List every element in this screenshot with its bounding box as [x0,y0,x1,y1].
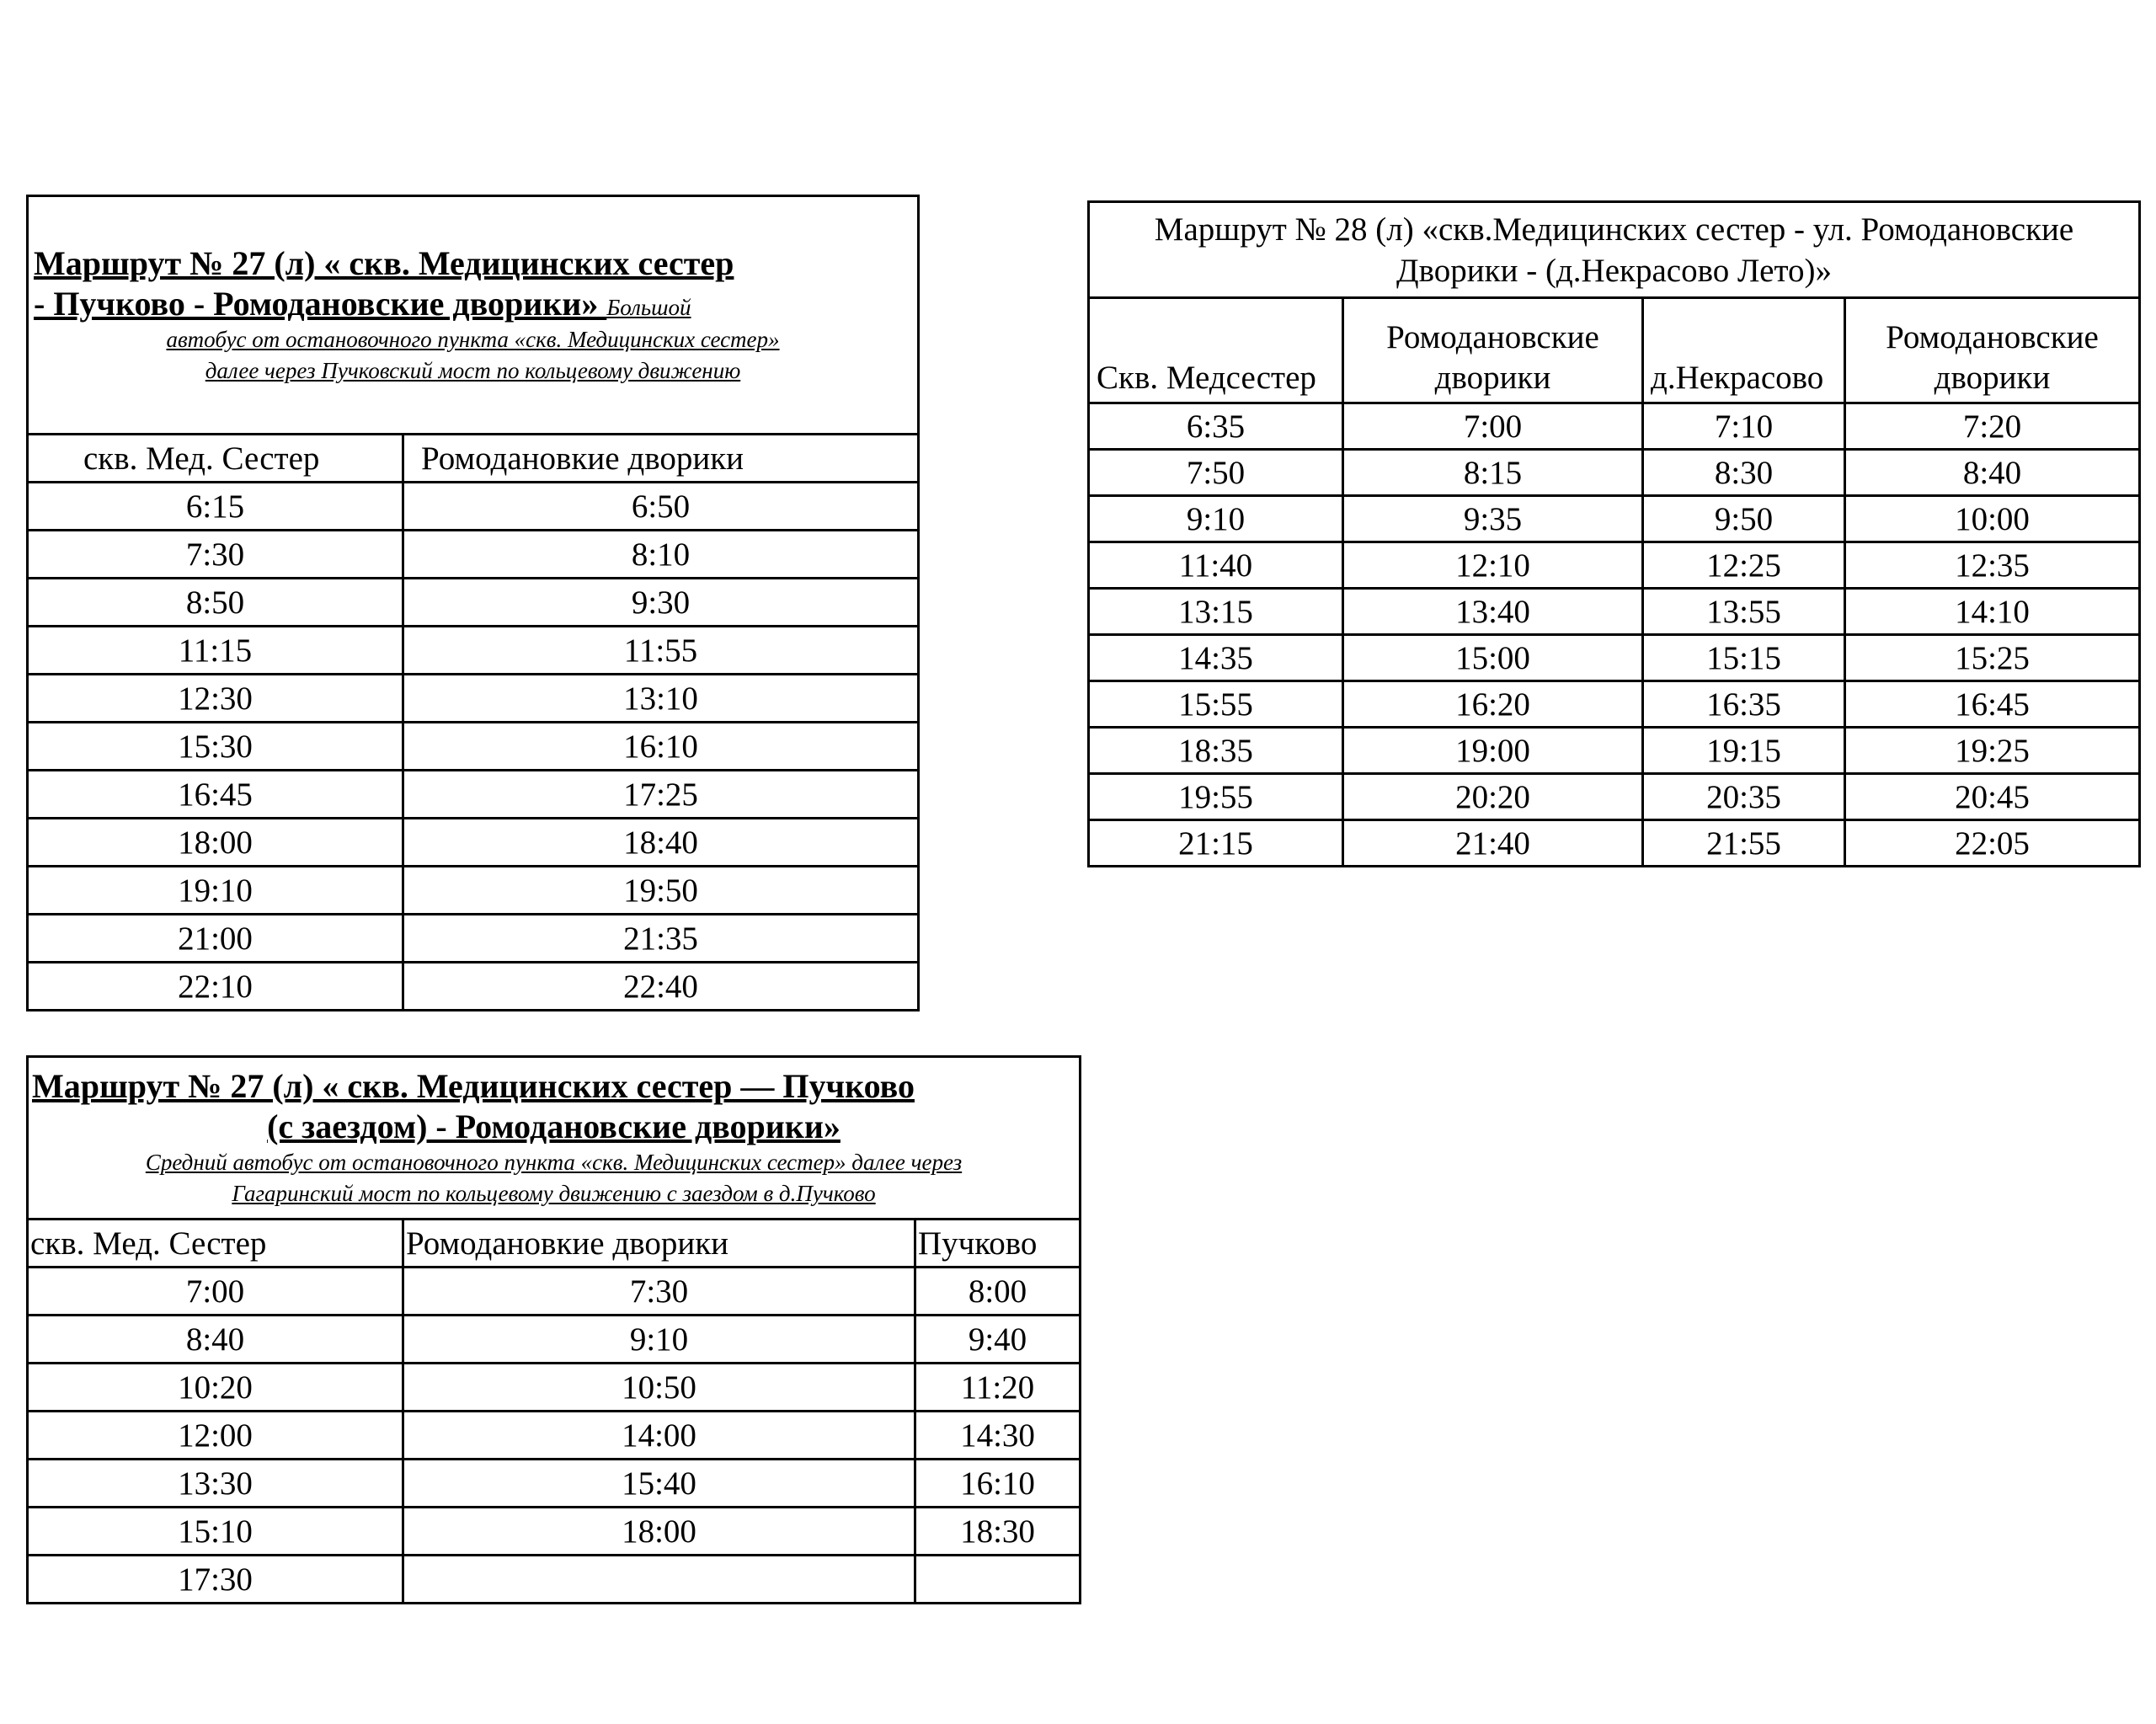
route27b-time-cell: 7:30 [403,1268,915,1316]
route27b-time-cell: 15:10 [28,1508,403,1556]
route27-col-header: Ромодановкие дворики [403,435,919,483]
route27-row [28,483,919,531]
route27b-row [28,1412,1081,1460]
route28-col-header [1089,298,1343,403]
route27-time-cell: 21:00 [28,915,403,963]
route27b-header-row [28,1220,1081,1268]
route27-time-cell: 19:50 [403,867,919,915]
route28-col-header [1845,298,2140,403]
route28-time-cell: 12:35 [1845,542,2140,589]
route27-time-cell: 18:00 [28,819,403,867]
route27-row [28,963,919,1011]
route28-time-cell: 19:25 [1845,728,2140,774]
route28-time-cell: 13:15 [1089,589,1343,635]
route28-row [1089,728,2140,774]
route27-row [28,819,919,867]
route27b-title-row [28,1057,1081,1220]
route27-title [28,196,919,435]
route28-time-cell: 15:25 [1845,635,2140,681]
route28-header-text: дворики [1434,360,1551,396]
route28-time-cell: 16:45 [1845,681,2140,728]
route28-time-cell: 19:15 [1643,728,1845,774]
route27b-time-cell [915,1556,1081,1604]
route28-time-cell: 19:00 [1343,728,1643,774]
route28-time-cell: 7:20 [1845,403,2140,450]
route28-row [1089,774,2140,820]
route28-time-cell: 9:10 [1089,496,1343,542]
route27b-time-cell: 18:30 [915,1508,1081,1556]
route27b-col-header: скв. Мед. Сестер [28,1220,403,1268]
route27-col-header: скв. Мед. Сестер [28,435,403,483]
route27-time-cell: 11:15 [28,627,403,675]
route28-header-text: Ромодановские [1886,319,2099,355]
route27b-col-header: Ромодановкие дворики [403,1220,915,1268]
route27b-body [28,1268,1081,1604]
route27-header-row [28,435,919,483]
route27b-subtitle-line2: Гагаринский мост по кольцевому движению с заездом в д.Пучково [232,1181,876,1206]
route28-row [1089,496,2140,542]
route27-time-cell: 22:40 [403,963,919,1011]
route27-time-cell: 11:55 [403,627,919,675]
route28-time-cell: 7:10 [1643,403,1845,450]
route28-row [1089,820,2140,867]
route28-title-row [1089,202,2140,298]
route27b-time-cell: 16:10 [915,1460,1081,1508]
route28-body [1089,403,2140,867]
route27b-row [28,1268,1081,1316]
route27b-title [28,1057,1081,1220]
route27-time-cell: 21:35 [403,915,919,963]
route27b-time-cell: 14:00 [403,1412,915,1460]
route27-row [28,915,919,963]
route28-time-cell: 14:10 [1845,589,2140,635]
route28-time-cell: 15:15 [1643,635,1845,681]
route27b-title-line1: Маршрут № 27 (л) « скв. Медицинских сестер — Пучково [32,1067,915,1105]
route27b-time-cell: 9:40 [915,1316,1081,1364]
route27b-row [28,1508,1081,1556]
route27-time-cell: 8:10 [403,531,919,579]
route27-time-cell: 6:15 [28,483,403,531]
route27b-time-cell: 11:20 [915,1364,1081,1412]
route28-row [1089,542,2140,589]
route27-time-cell: 16:10 [403,723,919,771]
route27-time-cell: 19:10 [28,867,403,915]
route27b-time-cell: 12:00 [28,1412,403,1460]
route28-time-cell: 16:20 [1343,681,1643,728]
route27-row [28,867,919,915]
route28-time-cell: 10:00 [1845,496,2140,542]
route28-time-cell: 22:05 [1845,820,2140,867]
route28-time-cell: 19:55 [1089,774,1343,820]
route27-title-line2: - Пучково - Ромодановские дворики» [34,285,607,323]
route28-time-cell: 13:55 [1643,589,1845,635]
route27-time-cell: 16:45 [28,771,403,819]
route27-time-cell: 9:30 [403,579,919,627]
route27b-time-cell: 15:40 [403,1460,915,1508]
route28-row [1089,403,2140,450]
route28-time-cell: 21:40 [1343,820,1643,867]
route28-row [1089,589,2140,635]
route28-time-cell: 20:20 [1343,774,1643,820]
route28-time-cell: 14:35 [1089,635,1343,681]
route27b-col-header: Пучково [915,1220,1081,1268]
route28-time-cell: 7:50 [1089,450,1343,496]
route28-header-row [1089,298,2140,403]
route28-header-text: Ромодановские [1386,319,1599,355]
route27-time-cell: 22:10 [28,963,403,1011]
route27b-time-cell: 17:30 [28,1556,403,1604]
route28-time-cell: 11:40 [1089,542,1343,589]
route27-time-cell: 13:10 [403,675,919,723]
route28-time-cell: 21:15 [1089,820,1343,867]
route27-title-row [28,196,919,435]
route28-time-cell: 21:55 [1643,820,1845,867]
route28-time-cell: 7:00 [1343,403,1643,450]
route27-row [28,627,919,675]
route28-row [1089,635,2140,681]
route27-subtitle-inline: Большой [606,295,691,320]
route28-time-cell: 8:15 [1343,450,1643,496]
route28-time-cell: 13:40 [1343,589,1643,635]
route28-time-cell: 8:40 [1845,450,2140,496]
route27-title-line1: Маршрут № 27 (л) « скв. Медицинских сестер [34,244,734,282]
route27-row [28,579,919,627]
route27-time-cell: 7:30 [28,531,403,579]
route27-time-cell: 18:40 [403,819,919,867]
route28-time-cell: 18:35 [1089,728,1343,774]
route28-header-text: дворики [1934,360,2051,396]
route27-row [28,771,919,819]
route27b-timetable [26,1055,1081,1604]
route27-subtitle-line2: автобус от остановочного пункта «скв. Медицинских сестер» [166,327,780,352]
route27-time-cell: 17:25 [403,771,919,819]
route27b-time-cell [403,1556,915,1604]
route27b-row [28,1364,1081,1412]
route27-timetable [26,195,920,1011]
route28-title-line2: Дворики - (д.Некрасово Лето)» [1396,252,1832,289]
route27b-time-cell: 10:50 [403,1364,915,1412]
route28-time-cell: 20:35 [1643,774,1845,820]
route28-time-cell: 8:30 [1643,450,1845,496]
route27-subtitle-line3: далее через Пучковский мост по кольцевому движению [205,358,741,383]
route27b-time-cell: 18:00 [403,1508,915,1556]
route28-time-cell: 9:50 [1643,496,1845,542]
route27b-time-cell: 14:30 [915,1412,1081,1460]
route27b-time-cell: 8:00 [915,1268,1081,1316]
route27-time-cell: 15:30 [28,723,403,771]
route27b-time-cell: 7:00 [28,1268,403,1316]
route28-title-line1: Маршрут № 28 (л) «скв.Медицинских сестер - ул. Ромодановские [1154,211,2074,248]
route28-time-cell: 9:35 [1343,496,1643,542]
route27b-time-cell: 13:30 [28,1460,403,1508]
route28-time-cell: 15:55 [1089,681,1343,728]
route27-row [28,723,919,771]
route28-time-cell: 12:10 [1343,542,1643,589]
route27-row [28,675,919,723]
route27-time-cell: 12:30 [28,675,403,723]
route28-col-header [1643,298,1845,403]
route27b-time-cell: 10:20 [28,1364,403,1412]
route27-body [28,483,919,1011]
route27-time-cell: 6:50 [403,483,919,531]
route28-timetable [1087,200,2141,867]
route28-header-text: д.Некрасово [1651,360,1824,396]
route27b-subtitle-line1: Средний автобус от остановочного пункта «скв. Медицинских сестер» далее через [145,1150,963,1175]
route28-row [1089,681,2140,728]
route28-time-cell: 12:25 [1643,542,1845,589]
route28-time-cell: 15:00 [1343,635,1643,681]
route27b-row [28,1556,1081,1604]
route28-row [1089,450,2140,496]
route28-time-cell: 6:35 [1089,403,1343,450]
route28-time-cell: 16:35 [1643,681,1845,728]
route27b-row [28,1460,1081,1508]
route27b-title-line2: (с заездом) - Ромодановские дворики» [267,1108,841,1145]
route28-header-text: Скв. Медсестер [1097,360,1316,396]
route28-time-cell: 20:45 [1845,774,2140,820]
route27b-time-cell: 9:10 [403,1316,915,1364]
route28-col-header [1343,298,1643,403]
route28-title [1089,202,2140,298]
route27-row [28,531,919,579]
route27-time-cell: 8:50 [28,579,403,627]
route27b-row [28,1316,1081,1364]
route27b-time-cell: 8:40 [28,1316,403,1364]
